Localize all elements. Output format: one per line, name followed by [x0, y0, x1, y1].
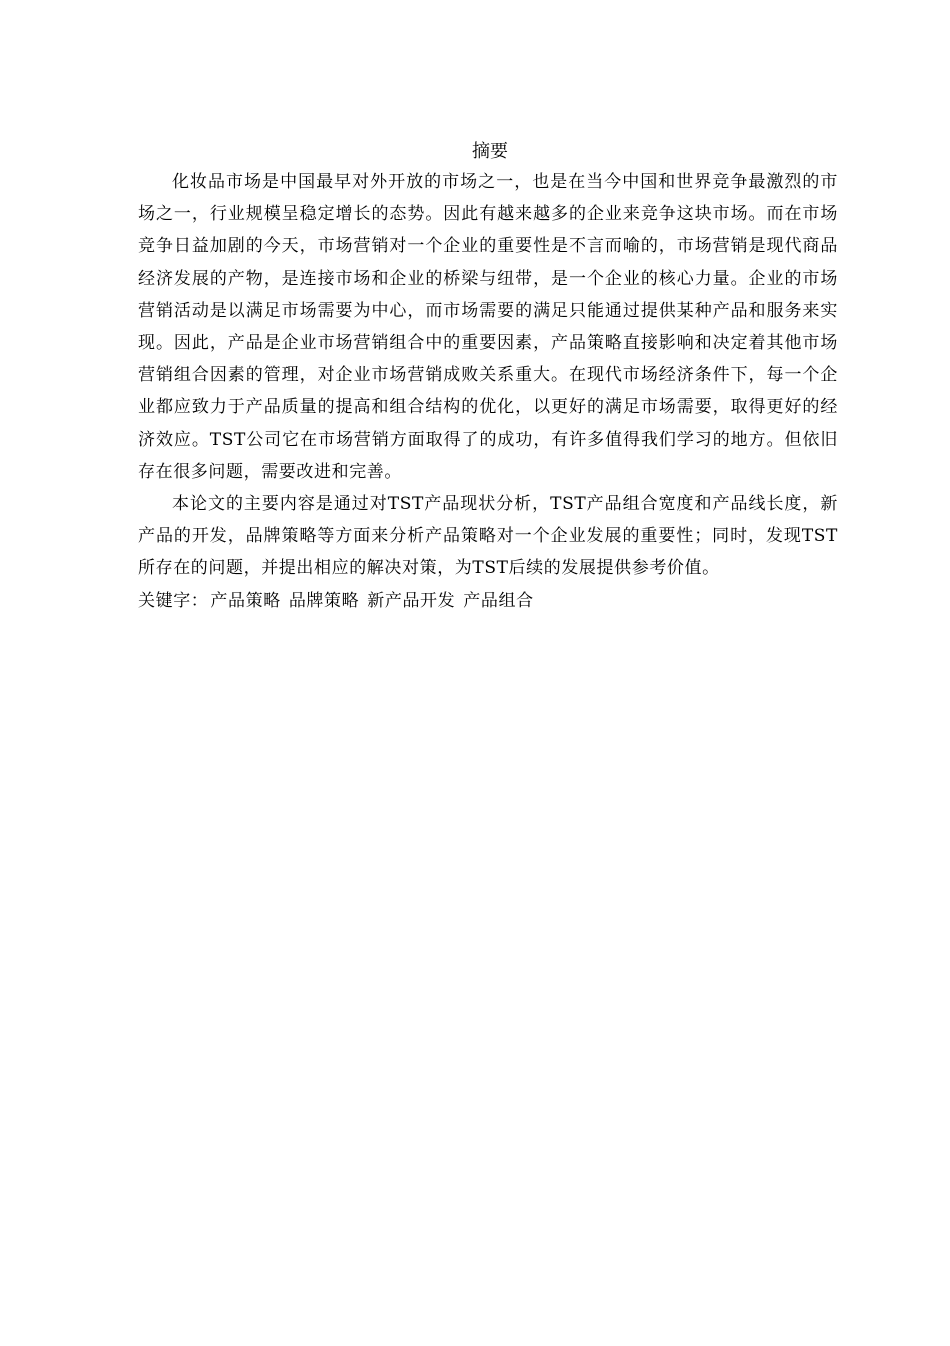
keyword-item: 产品策略 [210, 590, 281, 611]
abstract-paragraph-1: 化妆品市场是中国最早对外开放的市场之一，也是在当今中国和世界竞争最激烈的市场之一，行业规模呈稳定增长的态势。因此有越来越多的企业来竞争这块市场。而在市场竞争日益加剧的今天，市场营销对一个企业的重要性是不言而喻的，市场营销是现代商品经济发展的产物，是连接市场和企业的桥梁与纽带，是一个企业的核心力量。企业的市场营销活动是以满足市场需要为中心，而市场需要的满足只能通过提供某种产品和服务来实现。因此，产品是企业市场营销组合中的重要因素，产品策略直接影响和决定着其他市场营销组合因素的管理，对企业市场营销成败关系重大。在现代市场经济条件下，每一个企业都应致力于产品质量的提高和组合结构的优化，以更好的满足市场需要，取得更好的经济效应。TST公司它在市场营销方面取得了的成功，有许多值得我们学习的地方。但依旧存在很多问题，需要改进和完善。 [138, 172, 838, 482]
keywords-line [138, 585, 838, 617]
document-page [138, 138, 838, 617]
abstract-title: 摘要 [472, 141, 508, 162]
keyword-item: 品牌策略 [288, 590, 360, 611]
keyword-item: 新产品开发 [367, 590, 456, 611]
keyword-item: 产品组合 [463, 590, 534, 611]
keywords-label: 关键字： [138, 590, 209, 611]
abstract-paragraph-2: 本论文的主要内容是通过对TST产品现状分析，TST产品组合宽度和产品线长度，新产品的开发，品牌策略等方面来分析产品策略对一个企业发展的重要性；同时，发现TST所存在的问题，并提出相应的解决对策，为TST后续的发展提供参考价值。 [138, 494, 838, 579]
